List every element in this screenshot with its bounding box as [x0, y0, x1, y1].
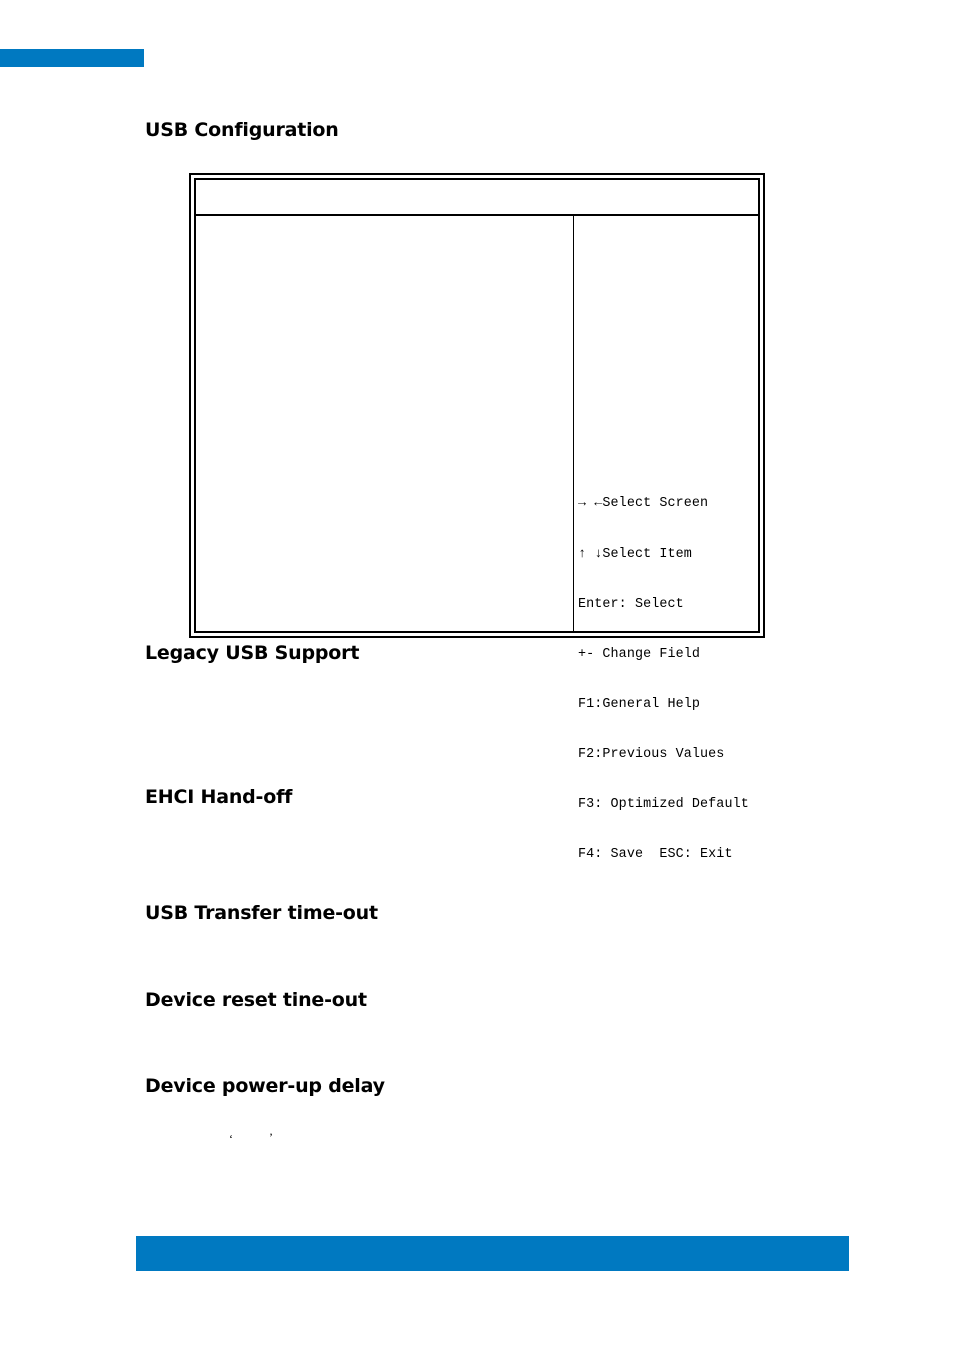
heading-usb-transfer-timeout: USB Transfer time-out: [145, 902, 378, 924]
close-quote-mark: ’: [269, 1130, 273, 1144]
bios-title-divider: [196, 214, 758, 216]
help-line-save-exit: F4: Save ESC: Exit: [578, 847, 733, 863]
bios-help-panel: [578, 463, 749, 897]
help-line-change-field: +- Change Field: [578, 646, 701, 662]
heading-ehci-hand-off: EHCI Hand-off: [145, 786, 293, 808]
heading-device-power-up-delay: Device power-up delay: [145, 1075, 385, 1097]
help-line-general-help: F1:General Help: [578, 696, 701, 712]
help-line-select-screen: → ←Select Screen: [578, 496, 709, 512]
open-quote-mark: ‘: [229, 1132, 233, 1146]
help-line-optimized-default: F3: Optimized Default: [578, 797, 749, 813]
heading-usb-configuration: USB Configuration: [145, 119, 339, 141]
bios-column-divider: [573, 216, 574, 631]
help-line-select-item: ↑ ↓Select Item: [578, 546, 692, 562]
header-accent-bar: [0, 49, 144, 67]
help-line-enter-select: Enter: Select: [578, 596, 684, 612]
footer-accent-bar: [136, 1236, 849, 1271]
help-line-previous-values: F2:Previous Values: [578, 746, 725, 762]
heading-device-reset-timeout: Device reset tine-out: [145, 989, 367, 1011]
heading-legacy-usb-support: Legacy USB Support: [145, 642, 360, 664]
